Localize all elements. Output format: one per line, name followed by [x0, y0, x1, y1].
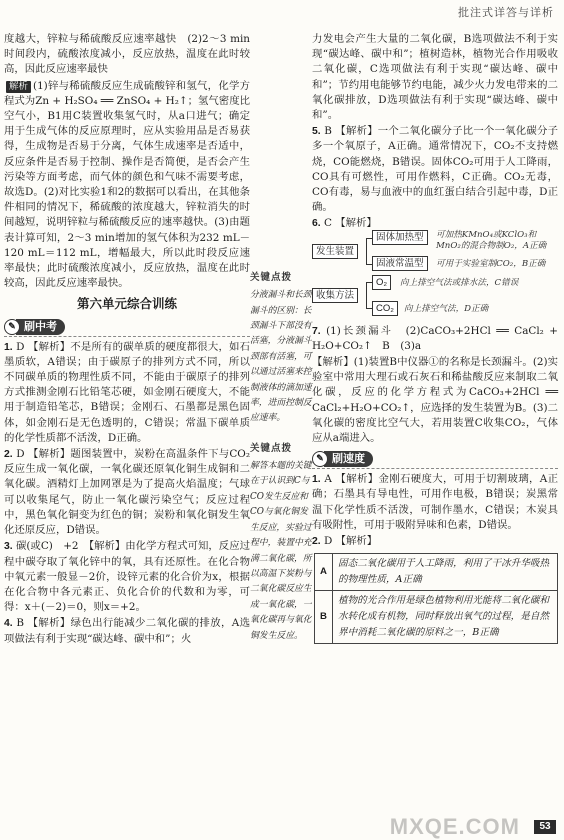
diagram-note: 向上排空气法或排水法，C错误	[400, 277, 519, 288]
diagram-note: 可用于实验室制CO₂，B正确	[436, 258, 546, 269]
speed-question-2: 2. D 【解析】	[312, 535, 378, 548]
diagram-root-collection: 收集方法	[312, 288, 358, 303]
analysis-tag: 解析	[6, 81, 31, 93]
key-point-note: 分液漏斗和长颈漏斗的区别：长颈漏斗下部没有活塞，分液漏斗颈部有活塞，可以通过活塞来控制液体的滴加速率，进而控制反应速率。	[250, 290, 312, 424]
section-banner-zhongkao: ✎ 刷中考	[4, 318, 250, 337]
speed-question-1: 1. A 【解析】金刚石硬度大，可用于切割玻璃，A正确；石墨具有导电性，可用作电极，B错误；炭黑常温下化学性质不活泼，可制作墨水，C错误；木炭具有吸附性，可用于吸附异味和色素，D错误。	[312, 473, 558, 531]
diagram-bracket	[366, 238, 367, 264]
diagram-node-co2: CO₂	[372, 301, 398, 316]
diagram-node-o2: O₂	[372, 275, 391, 290]
diagram-note: 可加热KMnO₄或KClO₃和MnO₂的混合物制O₂，A正确	[436, 229, 547, 251]
diagram-note: 向上排空气法，D正确	[404, 303, 489, 314]
option-key: A	[315, 554, 333, 590]
question-7-analysis: 【解析】(1)装置B中仪器①的名称是长颈漏斗。(2)实验室中常用大理石或石灰石和稀盐酸反应来制取二氧化碳，反应的化学方程式为CaCO₃+2HCl ══ CaCl₂+H₂O+CO₂↑，应选择的发生装置为B。(3)二氧化碳的密度比空气大，若用装置C收集CO₂，气体应从a端进入。	[312, 356, 558, 445]
option-box-b	[314, 591, 558, 644]
question-6: 6. C 【解析】	[312, 217, 377, 230]
unit-title: 第六单元综合训练	[76, 297, 177, 312]
question-5: 5. B 【解析】一个二氧化碳分子比一个一氧化碳分子多一个氧原子，A正确。通常情况下，CO₂不支持燃烧，CO能燃烧，B错误。固体CO₂可用于人工降雨，CO具有可燃性，可用作燃料，C正确。CO₂无毒，CO有毒，易与血液中的血红蛋白结合引起中毒，D正确。	[312, 125, 558, 214]
page-header: 批注式详答与详析	[458, 7, 554, 19]
margin-notes	[250, 270, 312, 658]
key-point-heading: 关键点拨	[250, 272, 293, 283]
option-box-a	[314, 553, 558, 591]
question-2: 2. D 【解析】题图装置中，炭粉在高温条件下与CO₂反应生成一氧化碳，一氧化碳还原氧化铜生成铜和二氧化碳。酒精灯上加网罩是为了提高火焰温度；气球可以收集尾气，防止一氧化碳污染空气；反应过程中，黑色氧化铜变为红色的铜；炭粉和氧化铜发生氧化还原反应，D错误。	[4, 448, 250, 537]
page-number: 53	[534, 820, 556, 834]
question-4: 4. B 【解析】绿色出行能减少二氧化碳的排放，A选项做法有利于实现“碳达峰、碳中和”；火	[4, 617, 250, 645]
key-point-note: 解答本题的关键在于认识到C与CO发生反应和CO与氧化铜发生反应，实验过程中，装置中充满二氧化碳，所以高温下炭粉与二氧化碳反应生成一氧化碳，一氧化碳再与氧化铜发生反应。	[250, 461, 312, 641]
option-text: 植物的光合作用是绿色植物利用光能将二氧化碳和水转化成有机物，同时释放出氧气的过程，是自然界中消耗二氧化碳的原料之一，B正确	[338, 595, 550, 639]
brush-icon: ✎	[4, 319, 20, 335]
section-banner-sudu: ✎ 刷速度	[312, 450, 558, 469]
question-1: 1. D 【解析】不是所有的碳单质的硬度都很大，如石墨质软，A错误；由于碳原子的排列方式不同，所以不同碳单质的物理性质不同，不能由于碳原子的排列方式推测金刚石比铅笔芯硬，如金刚石硬度大，不能用于制造铅笔芯，B错误；金刚石、石墨都是黑色固体，如金刚石是无色透明的，C错误；常温下碳单质的化学性质都不活泼，D正确。	[4, 340, 250, 444]
right-column	[312, 32, 558, 644]
diagram-node-solid-liquid: 固液常温型	[372, 256, 428, 271]
watermark: MXQE.COM	[389, 813, 520, 839]
option-text: 固态二氧化碳用于人工降雨，利用了干冰升华吸热的物理性质，A正确	[338, 558, 550, 586]
question-4-continued: 力发电会产生大量的二氧化碳，B选项做法不利于实现“碳达峰、碳中和”；植树造林，植物光合作用吸收二氧化碳，C选项做法有利于实现“碳达峰、碳中和”；节约用电能够节约电能，减少火力发电带来的二氧化碳排放，D选项做法有利于实现“碳达峰、碳中和”。	[312, 33, 558, 122]
analysis-paragraph: 解析 (1)锌与稀硫酸反应生成硫酸锌和氢气，化学方程式为Zn + H₂SO₄ ══ ZnSO₄ + H₂↑；氢气密度比空气小，B1用C装置收集氢气时，从a口进气；确定用于生成气体的反应原理时，应从实验用品是否易获得，生成物是否易于分离，气体生成速率是否适中，反应条件是否易于控制、操作是否简便，是否会产生污染等方面考虑，而气体的颜色和气味不需要考虑，故选D。(2)对比实验1和2的数据可以看出，在其他条件相同的情况下，稀硫酸的浓度越大，锌粒消失的时间越短，说明锌粒与稀硫酸反应的速率越快。(3)由题表计算可知，2～3 min增加的氢气体积为232 mL－120 mL＝112 mL，增幅最大，所以此时段反应速率最快；此时硫酸浓度减小，反应放热，温度在此时较高，因此反应速率最快。	[4, 79, 250, 290]
diagram-root-generation: 发生装置	[312, 244, 358, 259]
key-point-heading: 关键点拨	[250, 442, 293, 454]
brush-icon: ✎	[312, 451, 328, 467]
left-column	[4, 32, 250, 648]
diagram-node-solid-heating: 固体加热型	[372, 230, 428, 245]
option-key: B	[315, 591, 333, 643]
apparatus-diagram	[312, 229, 558, 320]
question-3: 3. 碳(或C) +2 【解析】由化学方程式可知，反应过程中碳夺取了氧化锌中的氧，具有还原性。在化合物中氧元素一般显－2价，设锌元素的化合价为x，根据在化合物中各元素正、负化合价的代数和为零，可得：x＋(－2)＝0，则x＝+2。	[4, 540, 250, 614]
question-7: 7. (1)长颈漏斗 (2)CaCO₃+2HCl ══ CaCl₂ + H₂O+CO₂↑ B (3)a	[312, 324, 558, 352]
diagram-bracket	[366, 282, 367, 308]
intro-text: 度越大，锌粒与稀硫酸反应速率越快 (2)2～3 min时间段内，硫酸浓度减小，反应放热，温度在此时较高，因此反应速率最快	[4, 33, 250, 76]
